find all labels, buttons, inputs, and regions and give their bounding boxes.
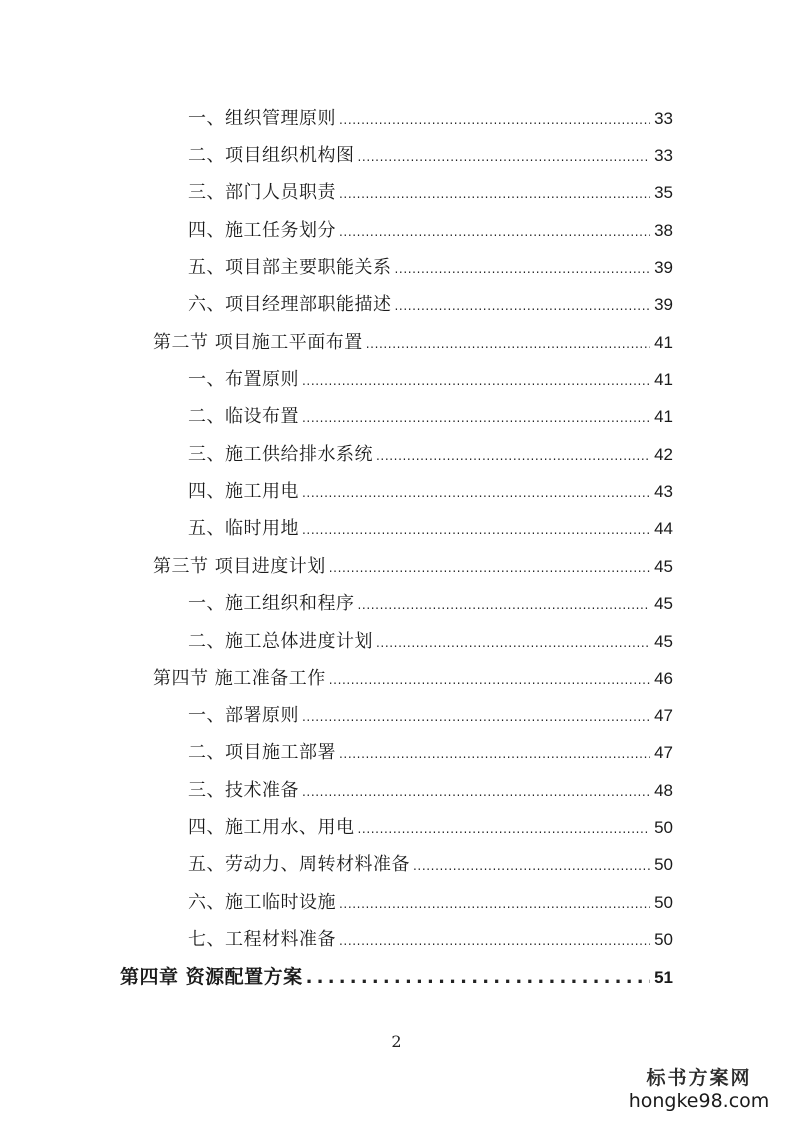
toc-entry[interactable] xyxy=(188,402,673,432)
toc-entry-page: 50 xyxy=(654,818,673,837)
toc-leader-dots xyxy=(302,777,650,807)
toc-entry-label: 七、工程材料准备 xyxy=(188,929,336,950)
toc-leader-dots xyxy=(302,515,650,545)
toc-entry[interactable] xyxy=(188,701,673,731)
toc-entry-label: 第三节 项目进度计划 xyxy=(153,556,326,577)
toc-entry-page: 45 xyxy=(654,594,673,613)
toc-entry-page: 38 xyxy=(654,221,673,240)
toc-entry[interactable] xyxy=(188,477,673,507)
page-number: 2 xyxy=(391,1032,402,1051)
toc-section-entry[interactable] xyxy=(153,552,673,582)
toc-entry[interactable] xyxy=(188,290,673,320)
toc-entry-page: 50 xyxy=(654,893,673,912)
toc-entry-label: 二、项目组织机构图 xyxy=(188,145,355,166)
toc-entry-label: 二、临设布置 xyxy=(188,406,299,427)
toc-entry-label: 五、临时用地 xyxy=(188,518,299,539)
toc-entry-label: 四、施工用水、用电 xyxy=(188,817,355,838)
toc-entry[interactable] xyxy=(188,365,673,395)
toc-entry[interactable] xyxy=(188,925,673,955)
toc-entry-page: 33 xyxy=(654,109,673,128)
toc-entry-label: 二、项目施工部署 xyxy=(188,742,336,763)
toc-entry-page: 44 xyxy=(654,519,673,538)
toc-section-entry[interactable] xyxy=(153,328,673,358)
toc-leader-dots xyxy=(366,329,650,359)
toc-entry[interactable] xyxy=(188,178,673,208)
toc-leader-dots xyxy=(306,963,650,993)
toc-entry[interactable] xyxy=(188,104,673,134)
toc-entry[interactable] xyxy=(188,850,673,880)
toc-entry-label: 四、施工任务划分 xyxy=(188,220,336,241)
toc-entry-page: 41 xyxy=(654,333,673,352)
toc-chapter-entry[interactable] xyxy=(120,962,673,992)
toc-entry-page: 41 xyxy=(654,370,673,389)
toc-entry-label: 五、劳动力、周转材料准备 xyxy=(188,854,410,875)
toc-entry-page: 45 xyxy=(654,557,673,576)
toc-entry[interactable] xyxy=(188,776,673,806)
toc-entry-page: 42 xyxy=(654,445,673,464)
toc-leader-dots xyxy=(339,926,650,956)
toc-entry-label: 一、部署原则 xyxy=(188,705,299,726)
toc-leader-dots xyxy=(329,665,650,695)
toc-entry-page: 50 xyxy=(654,930,673,949)
toc-leader-dots xyxy=(302,366,650,396)
toc-entry[interactable] xyxy=(188,589,673,619)
toc-entry-page: 33 xyxy=(654,146,673,165)
toc-entry-label: 三、部门人员职责 xyxy=(188,182,336,203)
toc-entry-page: 50 xyxy=(654,855,673,874)
toc-entry-label: 一、施工组织和程序 xyxy=(188,593,355,614)
toc-entry-label: 一、布置原则 xyxy=(188,369,299,390)
toc-leader-dots xyxy=(376,441,650,471)
toc-leader-dots xyxy=(395,291,651,321)
toc-entry-page: 41 xyxy=(654,407,673,426)
toc-leader-dots xyxy=(339,179,650,209)
toc-leader-dots xyxy=(358,142,651,172)
site-watermark xyxy=(619,1066,779,1112)
toc-entry-label: 四、施工用电 xyxy=(188,481,299,502)
toc-leader-dots xyxy=(358,814,651,844)
toc-leader-dots xyxy=(395,254,651,284)
toc-entry-label: 第四章 资源配置方案 xyxy=(120,966,303,988)
toc-leader-dots xyxy=(302,702,650,732)
toc-entry[interactable] xyxy=(188,627,673,657)
toc-leader-dots xyxy=(413,851,650,881)
watermark-url: hongke98.com xyxy=(628,1090,770,1112)
toc-entry-page: 47 xyxy=(654,743,673,762)
toc-entry-label: 五、项目部主要职能关系 xyxy=(188,257,392,278)
toc-entry-label: 三、施工供给排水系统 xyxy=(188,444,373,465)
toc-entry[interactable] xyxy=(188,253,673,283)
toc-entry-page: 39 xyxy=(654,295,673,314)
toc-leader-dots xyxy=(339,889,650,919)
toc-entry-page: 48 xyxy=(654,781,673,800)
toc-entry[interactable] xyxy=(188,813,673,843)
toc-leader-dots xyxy=(339,217,650,247)
toc-entry-label: 二、施工总体进度计划 xyxy=(188,631,373,652)
toc-entry[interactable] xyxy=(188,514,673,544)
toc-entry[interactable] xyxy=(188,141,673,171)
toc-entry-page: 45 xyxy=(654,632,673,651)
toc-entry-page: 46 xyxy=(654,669,673,688)
toc-section-entry[interactable] xyxy=(153,664,673,694)
toc-leader-dots xyxy=(376,628,650,658)
toc-leader-dots xyxy=(302,478,650,508)
toc-leader-dots xyxy=(302,403,650,433)
toc-entry-page: 51 xyxy=(654,968,673,987)
toc-entry-page: 47 xyxy=(654,706,673,725)
toc-leader-dots xyxy=(358,590,651,620)
toc-leader-dots xyxy=(329,553,650,583)
toc-entry[interactable] xyxy=(188,440,673,470)
toc-entry-label: 一、组织管理原则 xyxy=(188,108,336,129)
toc-entry[interactable] xyxy=(188,888,673,918)
toc-entry[interactable] xyxy=(188,216,673,246)
toc-entry-page: 43 xyxy=(654,482,673,501)
toc-entry-label: 六、项目经理部职能描述 xyxy=(188,294,392,315)
toc-leader-dots xyxy=(339,105,650,135)
watermark-site-name: 标书方案网 xyxy=(646,1067,752,1089)
toc-entry-page: 35 xyxy=(654,183,673,202)
toc-entry-label: 六、施工临时设施 xyxy=(188,892,336,913)
toc-leader-dots xyxy=(339,739,650,769)
toc-entry-page: 39 xyxy=(654,258,673,277)
toc-entry-label: 三、技术准备 xyxy=(188,780,299,801)
toc-entry-label: 第二节 项目施工平面布置 xyxy=(153,332,363,353)
toc-entry-label: 第四节 施工准备工作 xyxy=(153,668,326,689)
toc-entry[interactable] xyxy=(188,738,673,768)
